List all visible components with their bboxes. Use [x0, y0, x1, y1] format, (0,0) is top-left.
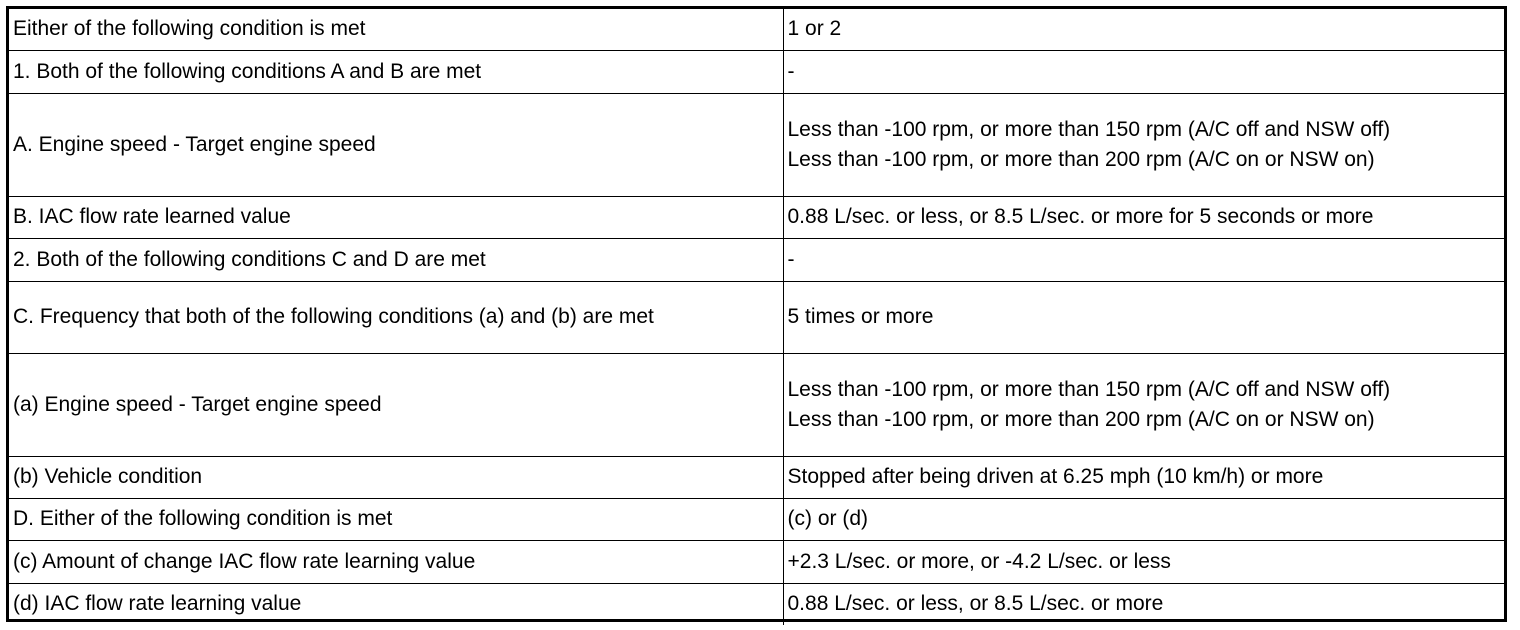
- value-line: 1 or 2: [787, 17, 842, 41]
- value-cell: [783, 353, 1504, 456]
- condition-table: [6, 6, 1507, 622]
- condition-cell: A. Engine speed - Target engine speed: [9, 93, 783, 196]
- value-cell: [783, 9, 1504, 50]
- value-line: (c) or (d): [787, 507, 868, 530]
- table-row: [9, 281, 1504, 353]
- condition-cell: (a) Engine speed - Target engine speed: [9, 353, 783, 456]
- condition-cell: B. IAC flow rate learned value: [9, 196, 783, 238]
- condition-cell: D. Either of the following condition is met: [9, 498, 783, 540]
- table-row: [9, 353, 1504, 456]
- value-cell: [783, 583, 1504, 625]
- value-line: 0.88 L/sec. or less, or 8.5 L/sec. or more for 5 seconds or more: [787, 205, 1374, 228]
- condition-cell: (b) Vehicle condition: [9, 456, 783, 498]
- table-row: [9, 540, 1504, 583]
- value-cell: [783, 456, 1504, 498]
- value-line: -: [787, 59, 795, 83]
- value-cell: [783, 50, 1504, 93]
- table-row: [9, 50, 1504, 93]
- table-row: [9, 238, 1504, 281]
- value-line: Stopped after being driven at 6.25 mph (10 km/h) or more: [787, 465, 1324, 488]
- value-line: +2.3 L/sec. or more, or -4.2 L/sec. or less: [787, 549, 1171, 573]
- value-cell: [783, 540, 1504, 583]
- table-row: [9, 498, 1504, 540]
- table-row: [9, 583, 1504, 625]
- condition-cell: 1. Both of the following conditions A and B are met: [9, 50, 783, 93]
- condition-cell: 2. Both of the following conditions C and D are met: [9, 238, 783, 281]
- value-cell: [783, 498, 1504, 540]
- value-cell: [783, 281, 1504, 353]
- value-line: 0.88 L/sec. or less, or 8.5 L/sec. or more: [787, 592, 1164, 616]
- value-cell: [783, 238, 1504, 281]
- condition-cell: C. Frequency that both of the following conditions (a) and (b) are met: [9, 281, 783, 353]
- table-row: [9, 9, 1504, 50]
- value-line: 5 times or more: [787, 305, 934, 328]
- value-line: -: [787, 247, 795, 271]
- value-line: Less than -100 rpm, or more than 150 rpm (A/C off and NSW off): [787, 117, 1391, 141]
- table-row: [9, 196, 1504, 238]
- condition-cell: (d) IAC flow rate learning value: [9, 583, 783, 625]
- condition-cell: Either of the following condition is met: [9, 9, 783, 50]
- value-line: Less than -100 rpm, or more than 200 rpm (A/C on or NSW on): [787, 147, 1375, 171]
- value-cell: [783, 93, 1504, 196]
- table-row: [9, 93, 1504, 196]
- value-line: Less than -100 rpm, or more than 200 rpm (A/C on or NSW on): [787, 407, 1375, 431]
- condition-table-grid: [9, 9, 1504, 625]
- table-row: [9, 456, 1504, 498]
- value-cell: [783, 196, 1504, 238]
- value-line: Less than -100 rpm, or more than 150 rpm (A/C off and NSW off): [787, 377, 1391, 401]
- condition-cell: (c) Amount of change IAC flow rate learning value: [9, 540, 783, 583]
